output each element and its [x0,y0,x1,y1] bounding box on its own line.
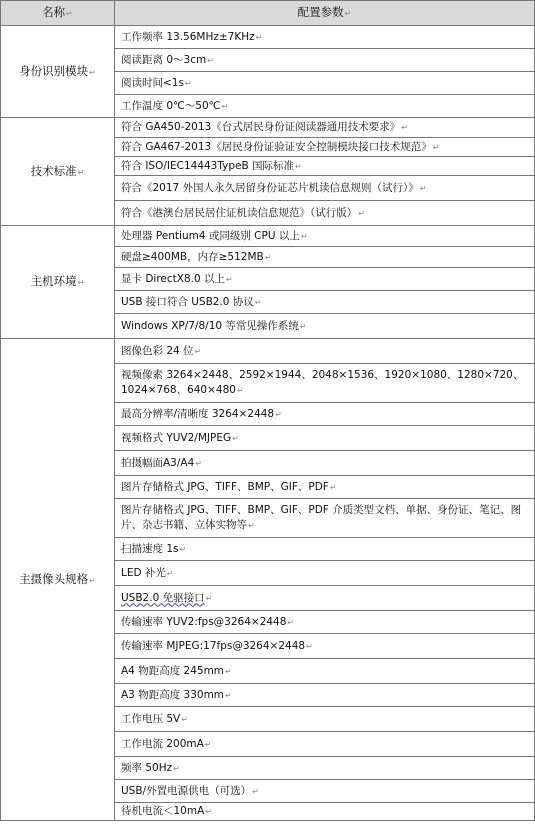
param-cell: 硬盘≥400MB，内存≥512MB↵ [115,247,535,268]
param-cell: USB 接口符合 USB2.0 协议↵ [115,291,535,314]
table-row [1,226,535,247]
param-cell: 视频格式 YUV2/MJPEG↵ [115,426,535,451]
param-cell: 符合 GA450-2013《台式居民身份证阅读器通用技术要求》↵ [115,118,535,138]
param-cell: 阅读时间<1s↵ [115,72,535,95]
param-cell: 符合《2017 外国人永久居留身份证芯片机读信息规则（试行）》↵ [115,176,535,201]
param-cell: 图像色彩 24 位↵ [115,339,535,364]
param-cell: 工作电压 5V↵ [115,707,535,732]
category-cell: 技术标准↵ [1,118,115,226]
param-cell: 扫描速度 1s↵ [115,538,535,561]
header-row [1,1,535,26]
param-cell: 工作电流 200mA↵ [115,732,535,757]
param-cell: Windows XP/7/8/10 等常见操作系统↵ [115,314,535,339]
category-cell: 身份识别模块↵ [1,26,115,118]
header-name: 名称↵ [1,1,115,26]
param-cell: 传输速率 YUV2:fps@3264×2448↵ [115,611,535,634]
category-cell: 主机环境↵ [1,226,115,339]
param-cell: 待机电流＜10mA↵ [115,803,535,821]
table-row [1,339,535,364]
param-cell: 最高分辨率/清晰度 3264×2448↵ [115,403,535,426]
param-cell: 处理器 Pentium4 或同级别 CPU 以上↵ [115,226,535,247]
param-cell: USB2.0 免驱接口↵ [115,586,535,611]
param-cell: 拍摄幅面A3/A4↵ [115,451,535,476]
category-cell: 主摄像头规格↵ [1,339,115,821]
param-cell: 视频像素 3264×2448、2592×1944、2048×1536、1920×1080、1280×720、1024×768、640×480↵ [115,364,535,403]
param-cell: A4 物距高度 245mm↵ [115,659,535,684]
param-cell: 图片存储格式 JPG、TIFF、BMP、GIF、PDF 介质类型文档、单据、身份证、笔记、图片、杂志书籍、立体实物等↵ [115,499,535,538]
param-cell: 传输速率 MJPEG:17fps@3264×2448↵ [115,634,535,659]
table-row [1,26,535,49]
header-params: 配置参数↵ [115,1,535,26]
param-cell: 阅读距离 0～3cm↵ [115,49,535,72]
param-cell: 符合 ISO/IEC14443TypeB 国际标准↵ [115,157,535,176]
param-cell: 符合《港澳台居民居住证机读信息规范》（试行版）↵ [115,201,535,226]
param-cell: 图片存储格式 JPG、TIFF、BMP、GIF、PDF↵ [115,476,535,499]
param-cell: 显卡 DirectX8.0 以上↵ [115,268,535,291]
param-cell: 工作频率 13.56MHz±7KHz↵ [115,26,535,49]
table-row [1,118,535,138]
param-cell: 工作温度 0℃～50℃↵ [115,95,535,118]
param-cell: LED 补光↵ [115,561,535,586]
param-cell: A3 物距高度 330mm↵ [115,684,535,707]
param-cell: USB/外置电源供电（可选）↵ [115,780,535,803]
param-cell: 符合 GA467-2013《居民身份证验证安全控制模块接口技术规范》↵ [115,138,535,157]
param-cell: 频率 50Hz↵ [115,757,535,780]
